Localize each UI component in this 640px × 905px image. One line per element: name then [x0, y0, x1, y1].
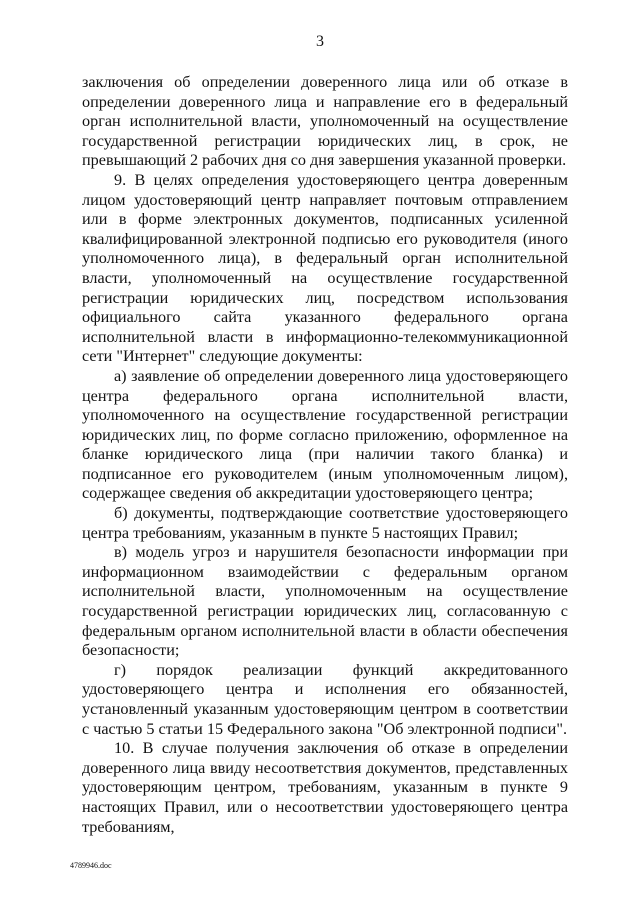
paragraph-subitem-g: г) порядок реализации функций аккредитованного удостоверяющего центра и исполнения его обязанностей, установленный указанным удостоверяющим центром в соответствии с частью 5 статьи 15 Федерального закона "Об электронной подписи".	[82, 660, 568, 738]
document-body	[82, 73, 568, 837]
paragraph-item-9: 9. В целях определения удостоверяющего центра доверенным лицом удостоверяющий центр направляет почтовым отправлением или в форме электронных документов, подписанных усиленной квалифицированной электронной подписью его руководителя (иного уполномоченного лица), в федеральный орган исполнительной власти, уполномоченный на осуществление государственной регистрации юридических лиц, посредством использования официального сайта указанного федерального органа исполнительной власти в информационно-телекоммуникационной сети "Интернет" следующие документы:	[82, 170, 568, 366]
paragraph-subitem-v: в) модель угроз и нарушителя безопасности информации при информационном взаимодействии с федеральным органом исполнительной власти, уполномоченным на осуществление государственной регистрации юридических лиц, согласованную с федеральным органом исполнительной власти в области обеспечения безопасности;	[82, 543, 568, 660]
page-number: 3	[316, 33, 324, 50]
footer-document-id: 4789946.doc	[70, 861, 112, 870]
paragraph-subitem-b: б) документы, подтверждающие соответствие удостоверяющего центра требованиям, указанным в пункте 5 настоящих Правил;	[82, 504, 568, 542]
paragraph-item-10: 10. В случае получения заключения об отказе в определении доверенного лица ввиду несоответствия документов, представленных удостоверяющим центром, требованиям, указанным в пункте 9 настоящих Правил, или о несоответствии удостоверяющего центра требованиям,	[82, 739, 568, 836]
paragraph-subitem-a: а) заявление об определении доверенного лица удостоверяющего центра федерального органа исполнительной власти, уполномоченного на осуществление государственной регистрации юридических лиц, по форме согласно приложению, оформленное на бланке юридического лица (при наличии такого бланка) и подписанное его руководителем (иным уполномоченным лицом), содержащее сведения об аккредитации удостоверяющего центра;	[82, 366, 568, 503]
paragraph-continuation: заключения об определении доверенного лица или об отказе в определении доверенного лица и направление его в федеральный орган исполнительной власти, уполномоченный на осуществление государственной регистрации юридических лиц, в срок, не превышающий 2 рабочих дня со дня завершения указанной проверки.	[82, 73, 568, 170]
